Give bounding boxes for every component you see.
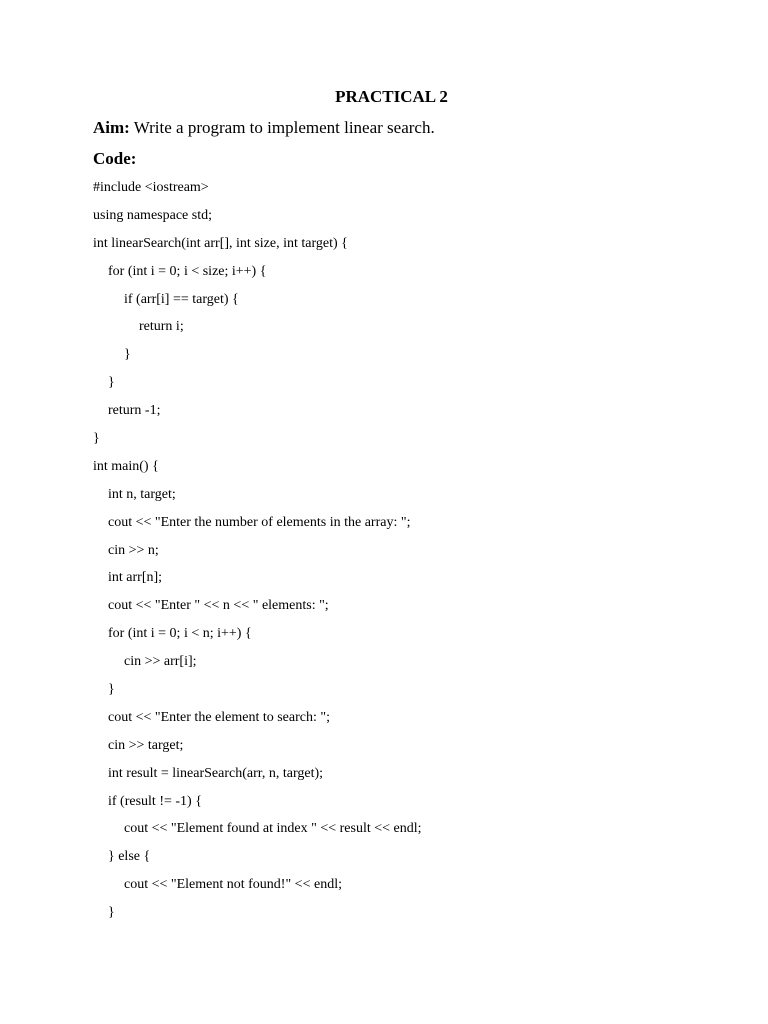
code-line: return -1;: [108, 403, 161, 419]
code-line: } else {: [108, 849, 151, 865]
code-line: cin >> target;: [108, 737, 184, 753]
aim-statement: [93, 118, 435, 138]
code-line: }: [93, 431, 100, 447]
code-line: if (result != -1) {: [108, 793, 202, 809]
code-line: int linearSearch(int arr[], int size, int target) {: [93, 235, 348, 251]
code-heading: Code:: [93, 149, 137, 168]
code-line: }: [108, 905, 115, 921]
code-line: cout << "Enter the number of elements in the array: ";: [108, 514, 411, 530]
code-line: }: [108, 375, 115, 391]
code-line: #include <iostream>: [93, 180, 209, 195]
code-line: }: [124, 347, 131, 363]
code-line: if (arr[i] == target) {: [124, 291, 239, 307]
code-line: cout << "Element not found!" << endl;: [124, 877, 342, 893]
code-line: }: [108, 682, 115, 698]
code-line: for (int i = 0; i < n; i++) {: [108, 626, 252, 642]
code-line: using namespace std;: [93, 207, 212, 223]
code-line: int n, target;: [108, 486, 176, 502]
code-line: int result = linearSearch(arr, n, target);: [108, 765, 324, 781]
code-line: cin >> arr[i];: [124, 654, 197, 670]
code-line: int arr[n];: [108, 570, 163, 586]
code-line: cin >> n;: [108, 542, 159, 558]
code-block: [93, 178, 422, 931]
code-line: cout << "Element found at index " << result << endl;: [124, 821, 422, 837]
page-title: PRACTICAL 2: [335, 87, 448, 106]
code-line: int main() {: [93, 458, 159, 474]
code-line: for (int i = 0; i < size; i++) {: [108, 263, 267, 279]
code-line: cout << "Enter the element to search: ";: [108, 709, 330, 725]
code-line: return i;: [139, 319, 184, 335]
code-line: cout << "Enter " << n << " elements: ";: [108, 598, 329, 614]
aim-text: Write a program to implement linear search.: [129, 118, 435, 137]
aim-label: Aim:: [93, 118, 130, 137]
